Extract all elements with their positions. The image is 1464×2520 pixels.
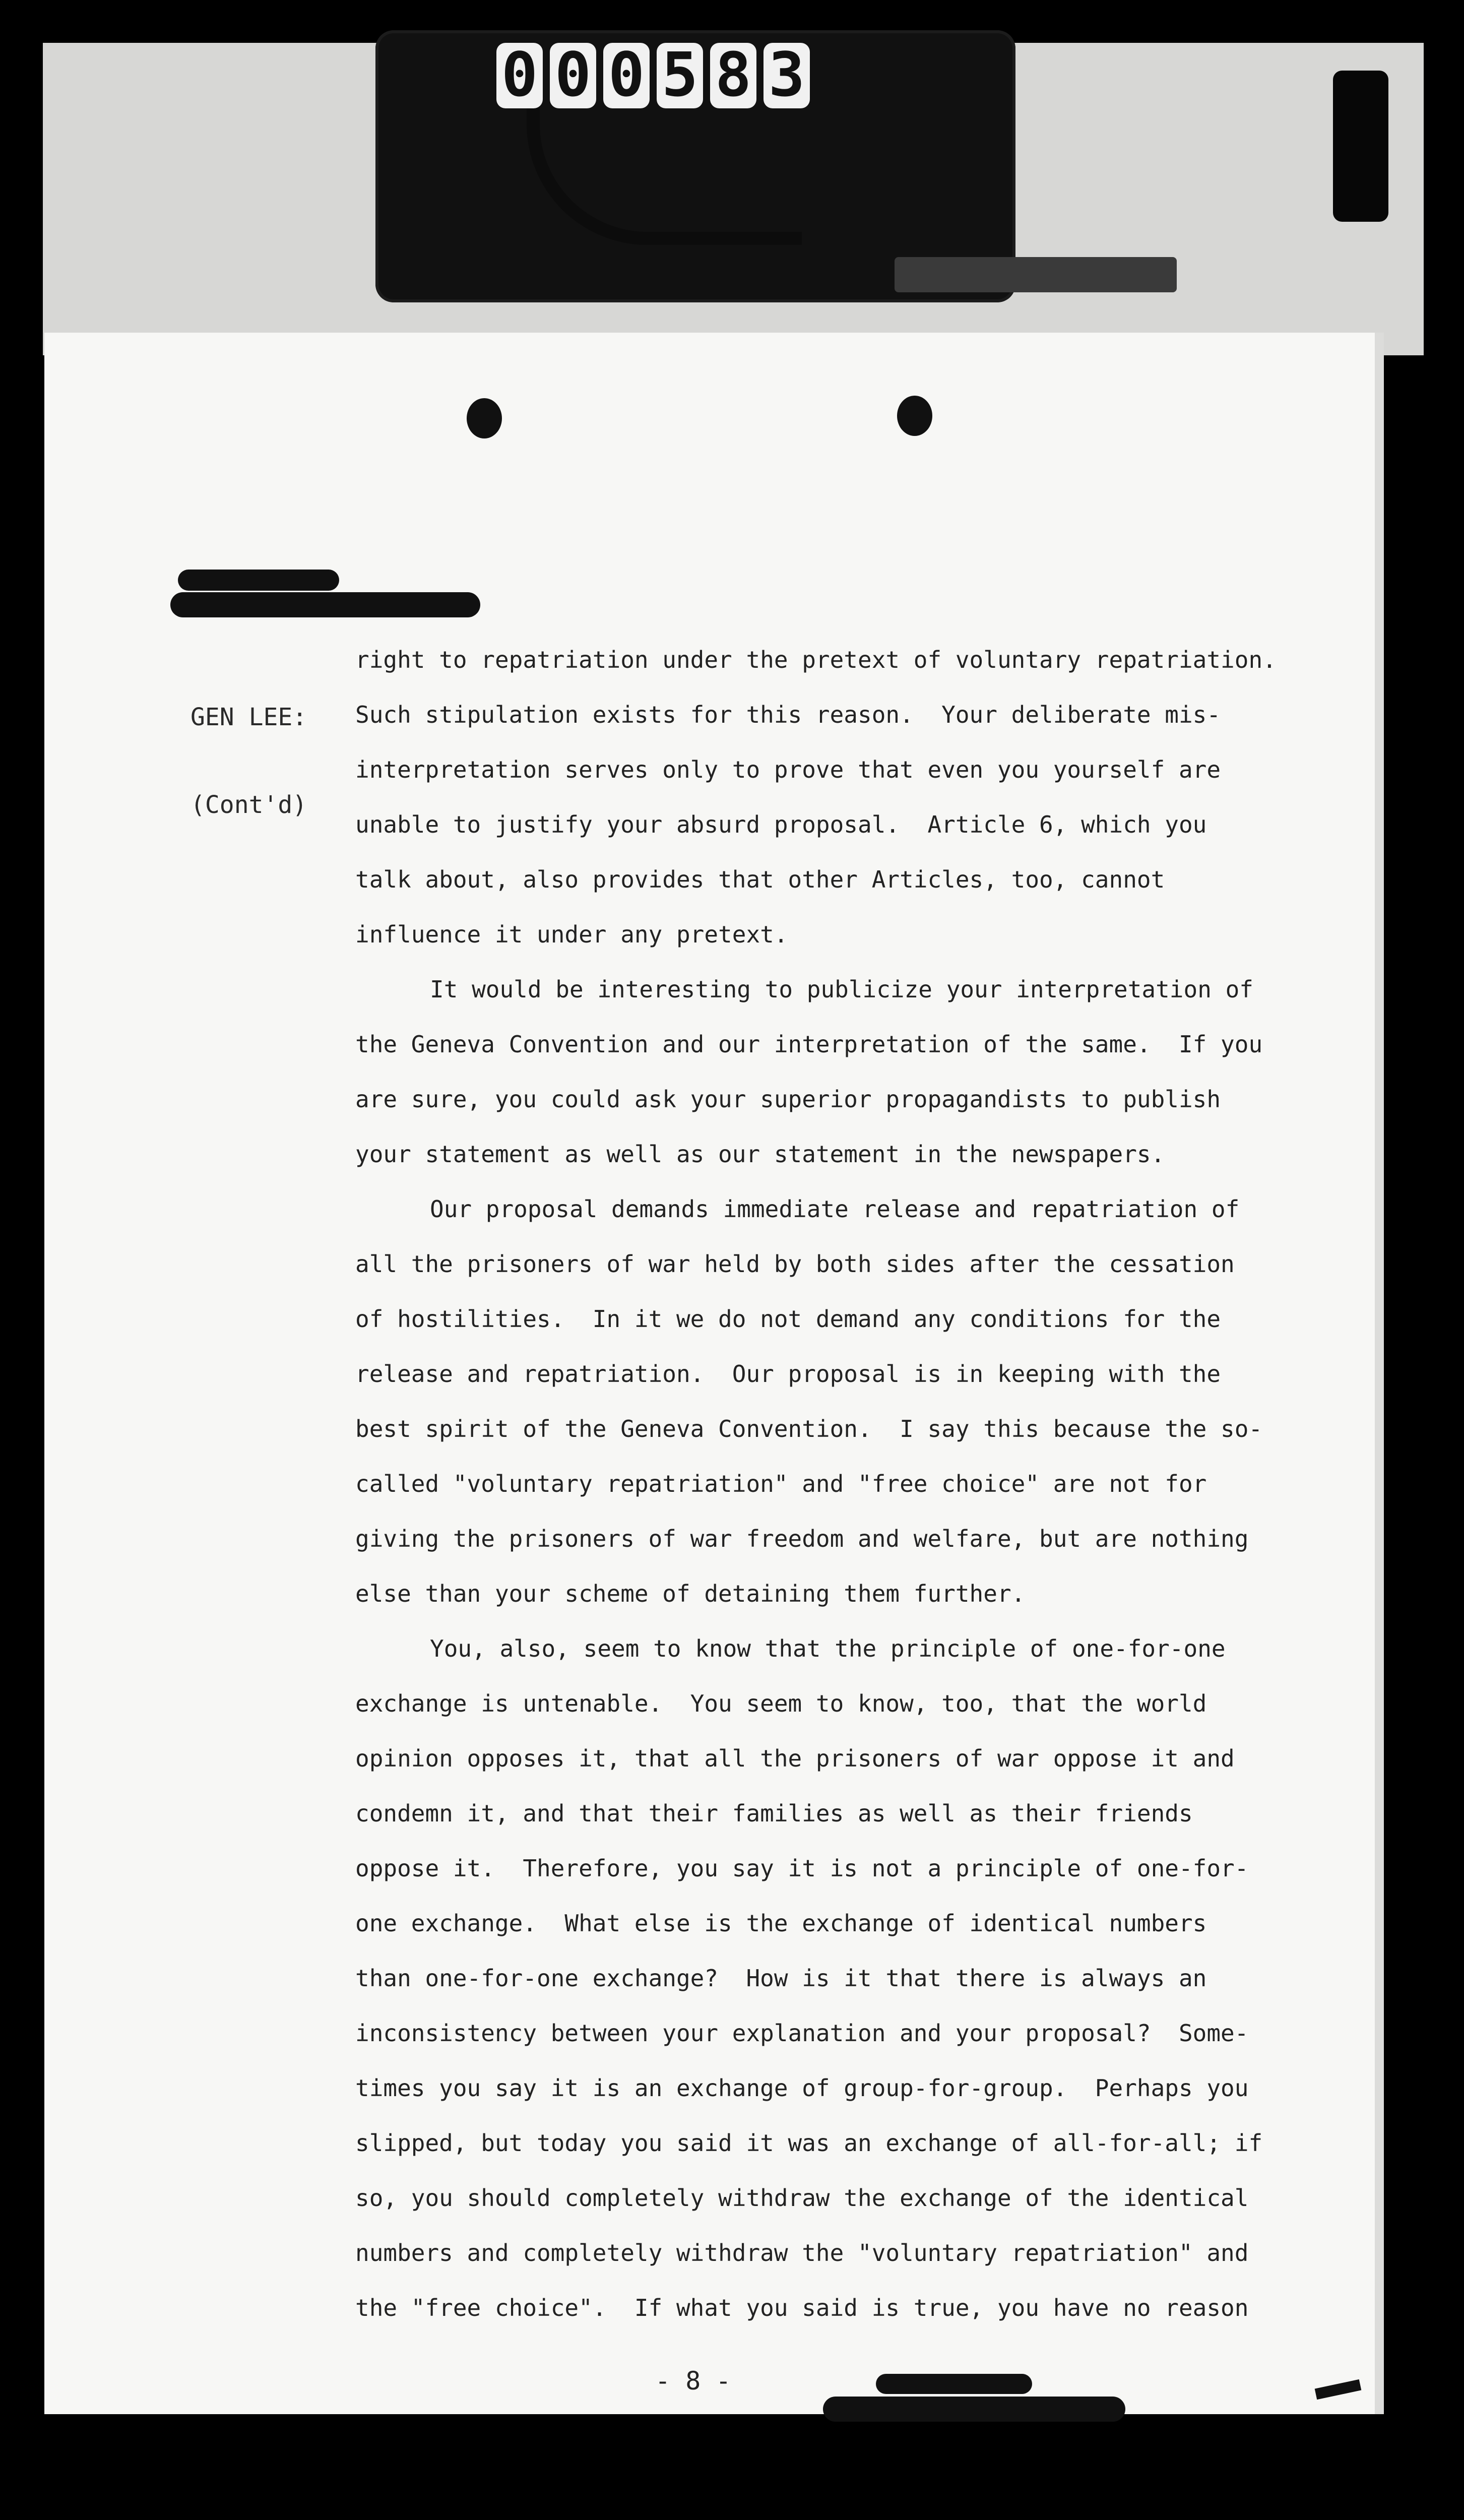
redaction-bar <box>823 2397 1125 2422</box>
text-line: interpretation serves only to prove that even you yourself are <box>355 756 1221 783</box>
text-line: numbers and completely withdraw the "voluntary repatriation" and <box>355 2239 1249 2266</box>
text-line: all the prisoners of war held by both sides after the cessation <box>355 1250 1235 1278</box>
text-line: are sure, you could ask your superior propagandists to publish <box>355 1086 1221 1113</box>
counter-digit: 0 <box>496 43 543 108</box>
punch-hole-left <box>467 398 502 438</box>
text-line: the "free choice". If what you said is true, you have no reason <box>355 2294 1249 2321</box>
text-line: inconsistency between your explanation and your proposal? Some- <box>355 2020 1249 2047</box>
text-line: than one-for-one exchange? How is it that there is always an <box>355 1965 1207 1992</box>
counter-digit: 0 <box>550 43 596 108</box>
text-line: right to repatriation under the pretext of voluntary repatriation. <box>355 646 1277 673</box>
text-line: oppose it. Therefore, you say it is not a principle of one-for- <box>355 1855 1249 1882</box>
text-line: It would be interesting to publicize your interpretation of <box>430 976 1253 1003</box>
counter-digits <box>496 40 810 110</box>
text-line: unable to justify your absurd proposal. Article 6, which you <box>355 811 1207 838</box>
text-line: times you say it is an exchange of group-for-group. Perhaps you <box>355 2074 1249 2102</box>
page-number: - 8 - <box>655 2366 731 2396</box>
text-line: exchange is untenable. You seem to know, too, that the world <box>355 1690 1207 1717</box>
counter-knob <box>1333 71 1388 222</box>
speaker-label <box>190 644 307 849</box>
text-line: giving the prisoners of war freedom and welfare, but are nothing <box>355 1525 1249 1552</box>
counter-digit: 8 <box>710 43 756 108</box>
speaker-continued: (Cont'd) <box>190 791 307 819</box>
redaction-bar <box>170 592 480 617</box>
speaker-name: GEN LEE: <box>190 703 307 731</box>
document-body <box>355 633 1303 2336</box>
text-line: release and repatriation. Our proposal is in keeping with the <box>355 1360 1221 1388</box>
punch-hole-right <box>897 396 932 436</box>
text-line: slipped, but today you said it was an exchange of all-for-all; if <box>355 2129 1263 2157</box>
text-line: the Geneva Convention and our interpretation of the same. If you <box>355 1031 1263 1058</box>
text-line: so, you should completely withdraw the exchange of the identical <box>355 2184 1249 2212</box>
text-line: opinion opposes it, that all the prisoners of war oppose it and <box>355 1745 1235 1772</box>
text-line: talk about, also provides that other Articles, too, cannot <box>355 866 1165 893</box>
text-line: one exchange. What else is the exchange of identical numbers <box>355 1910 1207 1937</box>
counter-slot <box>895 257 1177 292</box>
counter-digit: 0 <box>603 43 650 108</box>
text-line: Our proposal demands immediate release and repatriation of <box>430 1195 1240 1223</box>
counter-digit: 5 <box>657 43 703 108</box>
text-line: Such stipulation exists for this reason. Your deliberate mis- <box>355 701 1221 728</box>
text-line: of hostilities. In it we do not demand any conditions for the <box>355 1305 1221 1333</box>
text-line: You, also, seem to know that the principle of one-for-one <box>430 1635 1226 1662</box>
redaction-bar <box>876 2374 1032 2394</box>
text-line: influence it under any pretext. <box>355 921 788 948</box>
text-line: called "voluntary repatriation" and "free choice" are not for <box>355 1470 1207 1497</box>
text-line: best spirit of the Geneva Convention. I say this because the so- <box>355 1415 1263 1442</box>
text-line: else than your scheme of detaining them further. <box>355 1580 1026 1607</box>
counter-digit: 3 <box>763 43 810 108</box>
text-line: your statement as well as our statement in the newspapers. <box>355 1141 1165 1168</box>
text-line: condemn it, and that their families as well as their friends <box>355 1800 1193 1827</box>
redaction-bar <box>178 570 339 591</box>
